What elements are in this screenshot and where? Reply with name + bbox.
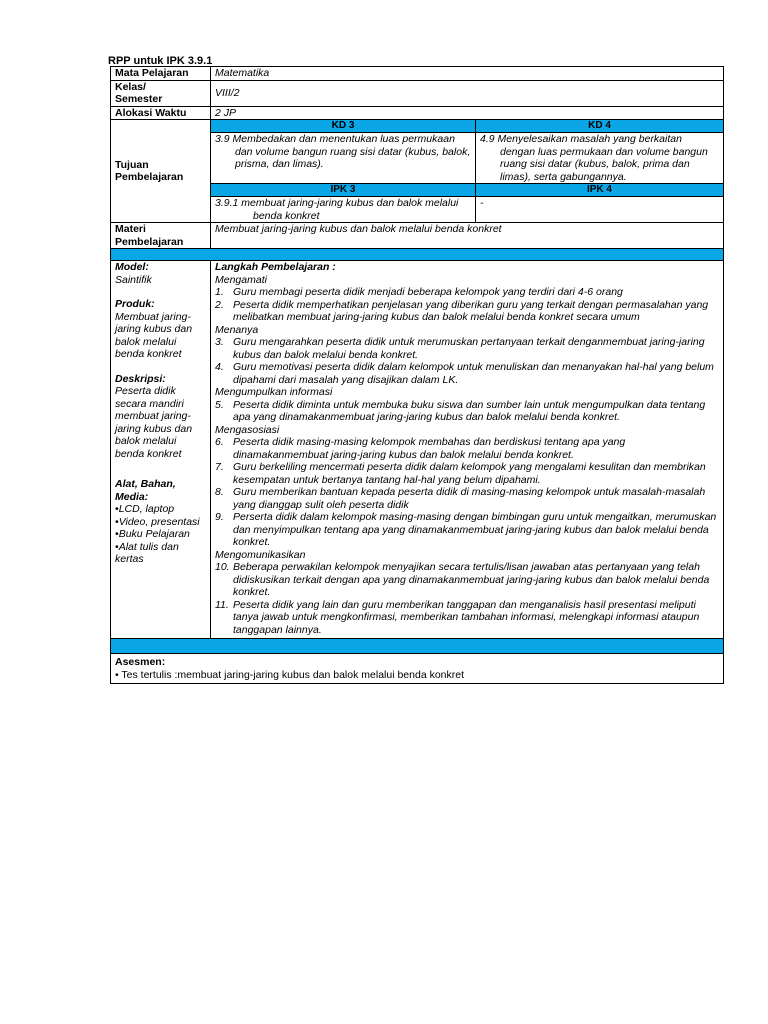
kd4-cell [476, 133, 724, 184]
alat-item: • Video, presentasi [115, 516, 206, 529]
row-materi [111, 223, 724, 249]
step-list [215, 399, 719, 424]
list-item: 2. Peserta didik memperhatikan penjelasan yang diberikan guru yang terkait dengan permasalahan yang melibatkan membuat jaring-jaring kubus dan balok melalui benda konkret secara umum [215, 298, 709, 323]
produk-value: Membuat jaring-jaring kubus dan balok melalui benda konkret [115, 310, 193, 360]
mata-pelajaran-value: Matematika [211, 67, 724, 81]
section-title: Mengasosiasi [215, 423, 280, 436]
tujuan-pembelajaran-label [111, 120, 211, 223]
section-title: Mengumpulkan informasi [215, 386, 333, 398]
row-langkah [111, 261, 724, 639]
kelas-label-line1: Kelas/ [115, 80, 146, 93]
separator-bar-1 [111, 249, 724, 261]
separator-row-1 [111, 249, 724, 261]
asesmen-label: Asesmen: [115, 656, 166, 668]
step-list [215, 336, 719, 386]
produk-label: Produk: [115, 298, 155, 310]
alokasi-waktu-value: 2 JP [211, 106, 724, 120]
alat-item: • Buku Pelajaran [115, 528, 206, 541]
materi-label-line1: Materi [115, 223, 146, 235]
ipk3-cell [211, 197, 476, 223]
row-kelas-semester [111, 80, 724, 106]
langkah-header: Langkah Pembelajaran : [215, 261, 336, 273]
model-value: Saintifik [115, 273, 152, 286]
step-list [215, 561, 719, 636]
section-title: Mengamati [215, 273, 267, 286]
kelas-label-line2: Semester [115, 93, 163, 105]
row-asesmen [111, 654, 724, 684]
row-mata-pelajaran [111, 67, 724, 81]
section-title: Mengomunikasikan [215, 548, 306, 561]
separator-row-2 [111, 639, 724, 654]
document-title: RPP untuk IPK 3.9.1 [108, 55, 213, 67]
row-alokasi-waktu [111, 106, 724, 120]
list-item: 5. Peserta didik diminta untuk membuka buku siswa dan sumber lain untuk mengumpulkan data tentang apa yang dinamakanmembuat jaring-jaring kubus dan balok melalui benda konkret. [215, 398, 706, 423]
list-item: 6. Peserta didik masing-masing kelompok membahas dan berdiskusi tentang apa yang dinamakanmembuat jaring-jaring kubus dan balok melalui benda konkret. [215, 436, 626, 461]
list-item: 4. Guru memotivasi peserta didik dalam kelompok untuk menuliskan dan menanyakan hal-hal yang belum dipahami dari masalah yang disajikan dalam LK. [215, 361, 714, 386]
ipk3-header: IPK 3 [211, 184, 476, 197]
list-item: 8. Guru memberikan bantuan kepada peserta didik di masing-masing kelompok untuk masalah-masalah yang dianggap sulit oleh peserta didik [215, 486, 706, 511]
alat-item: • LCD, laptop [115, 503, 206, 516]
alat-bahan-media-label: Alat, Bahan, Media: [115, 478, 176, 503]
asesmen-cell [111, 654, 724, 684]
materi-pembelajaran-value: Membuat jaring-jaring kubus dan balok melalui benda konkret [211, 223, 724, 249]
langkah-cell [211, 261, 724, 639]
sidebar-cell [111, 261, 211, 639]
list-item: 3. Guru mengarahkan peserta didik untuk merumuskan pertanyaan terkait denganmembuat jaring-jaring kubus dan balok melalui benda konkret. [215, 336, 705, 361]
alat-item: • Alat tulis dan kertas [115, 541, 206, 566]
bullet-icon: • [115, 668, 122, 681]
kd3-header: KD 3 [211, 120, 476, 133]
asesmen-item: • Tes tertulis :membuat jaring-jaring kubus dan balok melalui benda konkret [115, 668, 465, 681]
list-item: 1. Guru membagi peserta didik menjadi beberapa kelompok yang terdiri dari 4-6 orang [215, 286, 623, 298]
list-item: 9. Perserta didik dalam kelompok masing-masing dengan bimbingan guru untuk mengaitkan, merumuskan dan menyimpulkan tentang apa yang dinamakanmembuat jaring-jaring kubus dan balok melalui benda konkret. [215, 511, 717, 548]
deskripsi-value: Peserta didik secara mandiri membuat jaring-jaring kubus dan balok melalui benda konkret [115, 385, 193, 460]
ipk4-header: IPK 4 [476, 184, 724, 197]
deskripsi-label: Deskripsi: [115, 372, 166, 385]
ipk3-text: 3.9.1 membuat jaring-jaring kubus dan balok melalui benda konkret [215, 197, 459, 222]
materi-pembelajaran-label [111, 223, 211, 249]
tujuan-label-line2: Pembelajaran [115, 171, 184, 183]
kd4-header: KD 4 [476, 120, 724, 133]
list-item: 7. Guru berkeliling mencermati peserta didik dalam kelompok yang mengalami kesulitan dan membrikan kesempatan untuk bertanya tantang hal-hal yang belum dipahami. [215, 461, 706, 486]
list-item: 11. Peserta didik yang lain dan guru memberikan tanggapan dan menganalisis hasil presentasi meliputi tanya jawab untuk mengkonfirmasi, memberikan tambahan informasi, melengkapi informasi ataupun tanggapan lainnya. [215, 598, 700, 636]
alokasi-waktu-label: Alokasi Waktu [111, 106, 211, 120]
kelas-semester-label [111, 80, 211, 106]
row-kd-headers [111, 120, 724, 133]
separator-bar-2 [111, 639, 724, 654]
rpp-table [110, 66, 724, 684]
kd3-text: 3.9 Membedakan dan menentukan luas permukaan dan volume bangun ruang sisi datar (kubus, balok, prisma, dan limas). [215, 133, 471, 170]
kd3-cell [211, 133, 476, 184]
materi-label-line2: Pembelajaran [115, 235, 184, 248]
kd4-text: 4.9 Menyelesaikan masalah yang berkaitan dengan luas permukaan dan volume bangun ruang sisi datar (kubus, balok, prima dan limas), serta gabungannya. [480, 133, 708, 183]
kelas-semester-value: VIII/2 [211, 80, 724, 106]
step-list [215, 436, 719, 549]
tujuan-label-line1: Tujuan [115, 158, 149, 171]
section-title: Menanya [215, 323, 259, 336]
ipk4-text: - [476, 197, 724, 223]
list-item: 10. Beberapa perwakilan kelompok menyajikan secara tertulis/lisan jawaban atas pertanyaan yang telah didiskusikan terkait dengan apa yang dinamakanmembuat jaring-jaring kubus dan balok melalui benda konkret. [215, 561, 710, 598]
mata-pelajaran-label: Mata Pelajaran [111, 67, 211, 81]
model-label: Model: [115, 261, 149, 273]
step-list [215, 286, 719, 324]
